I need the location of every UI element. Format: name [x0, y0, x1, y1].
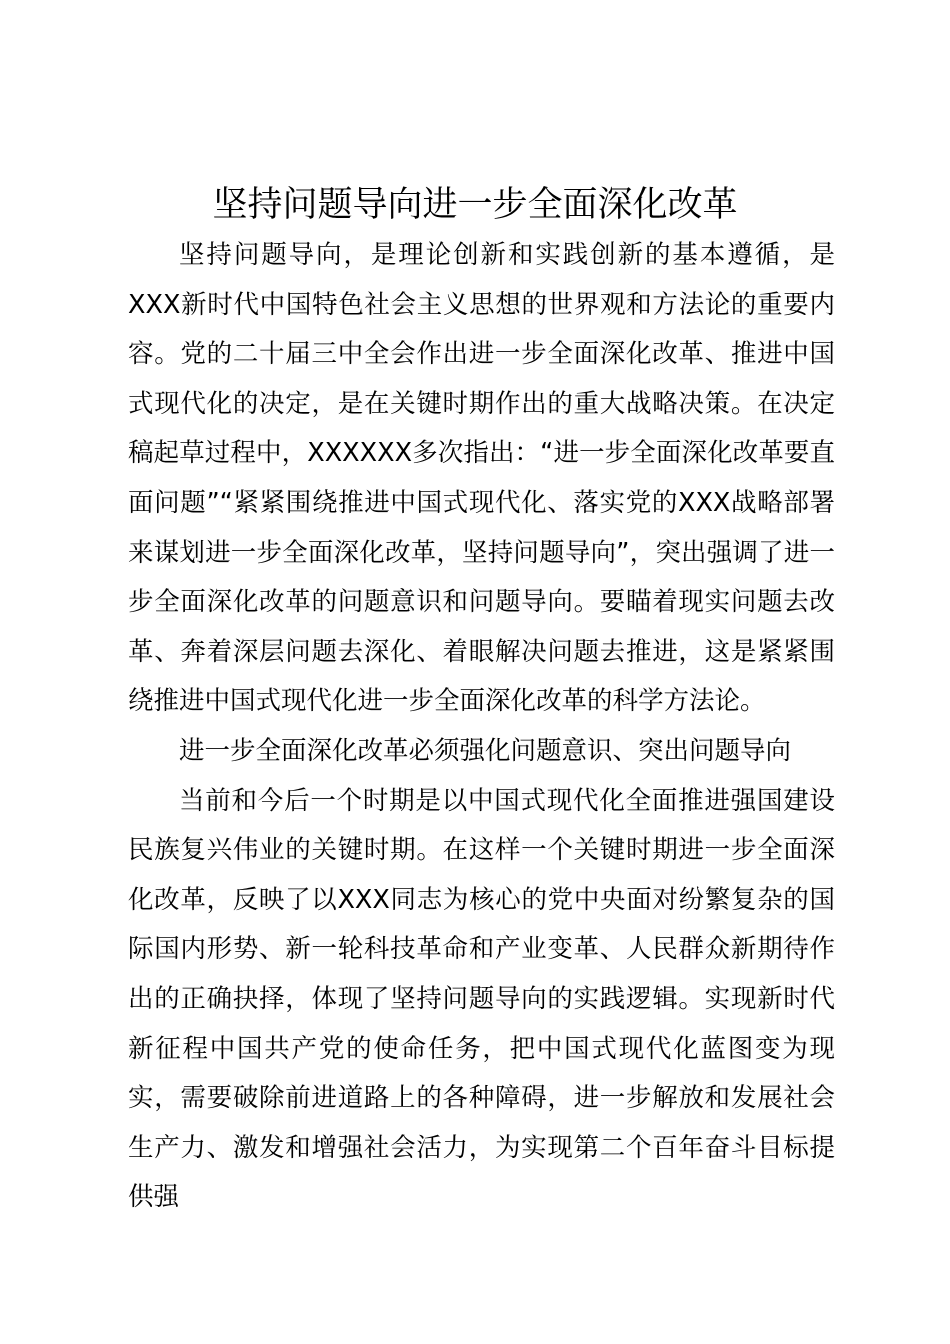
paragraph-intro: 坚持问题导向，是理论创新和实践创新的基本遵循，是XXX新时代中国特色社会主义思想的世界观和方法论的重要内容。党的二十届三中全会作出进一步全面深化改革、推进中国式现代化的决定，是在关键时期作出的重大战略决策。在决定稿起草过程中，XXXXXX多次指出：“进一步全面深化改革要直面问题”“紧紧围绕推进中国式现代化、落实党的XXX战略部署来谋划进一步全面深化改革，坚持问题导向”，突出强调了进一步全面深化改革的问题意识和问题导向。要瞄着现实问题去改革、奔着深层问题去深化、着眼解决问题去推进，这是紧紧围绕推进中国式现代化进一步全面深化改革的科学方法论。	[128, 240, 835, 717]
document-title: 坚持问题导向进一步全面深化改革	[212, 185, 738, 225]
section-heading: 进一步全面深化改革必须强化问题意识、突出问题导向	[179, 735, 792, 766]
paragraph-section-1: 当前和今后一个时期是以中国式现代化全面推进强国建设民族复兴伟业的关键时期。在这样一个关键时期进一步全面深化改革，反映了以XXX同志为核心的党中央面对纷繁复杂的国际国内形势、新一轮科技革命和产业变革、人民群众新期待作出的正确抉择，体现了坚持问题导向的实践逻辑。实现新时代新征程中国共产党的使命任务，把中国式现代化蓝图变为现实，需要破除前进道路上的各种障碍，进一步解放和发展社会生产力、激发和增强社会活力，为实现第二个百年奋斗目标提供强	[128, 785, 835, 1213]
document-body	[128, 231, 835, 1223]
